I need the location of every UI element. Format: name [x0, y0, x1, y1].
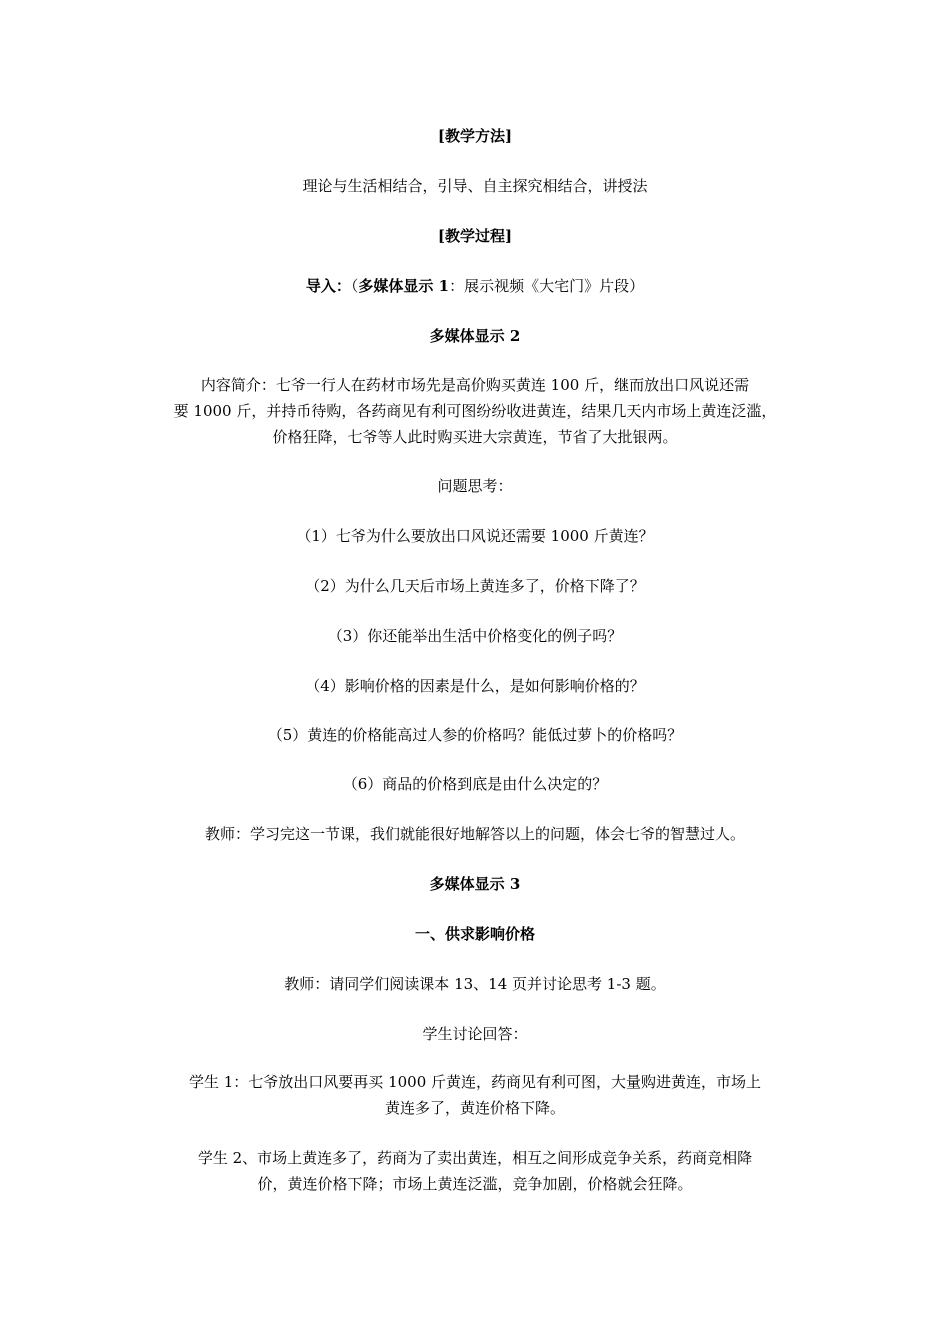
teacher-statement-1: 教师：学习完这一节课，我们就能很好地解答以上的问题，体会七爷的智慧过人。: [204, 825, 745, 843]
question-item: （2）为什么几天后市场上黄连多了，价格下降了？: [305, 577, 645, 595]
teaching-method-text: 理论与生活相结合，引导、自主探究相结合，讲授法: [302, 177, 648, 195]
discussion-title: 学生讨论回答：: [422, 1025, 528, 1043]
multimedia-2-heading: 多媒体显示 2: [429, 327, 521, 345]
student-1-line: 学生 1：七爷放出口风要再买 1000 斤黄连，药商见有利可图，大量购进黄连，市场上: [188, 1073, 762, 1091]
multimedia-1-label: 多媒体显示 1: [358, 277, 450, 295]
student-1-line: 黄连多了，黄连价格下降。: [384, 1099, 565, 1117]
student-2-answer: [150, 1145, 800, 1197]
intro-label: 导入：: [305, 277, 351, 295]
multimedia-3-heading: 多媒体显示 3: [429, 875, 521, 893]
intro-line: [0, 276, 950, 296]
intro-open-paren: （: [350, 277, 359, 295]
summary-line: 价格狂降，七爷等人此时购买进大宗黄连，节省了大批银两。: [272, 428, 678, 446]
student-2-line: 学生 2、市场上黄连多了，药商为了卖出黄连，相互之间形成竞争关系，药商竞相降: [197, 1149, 753, 1167]
question-item: （4）影响价格的因素是什么，是如何影响价格的？: [305, 677, 645, 695]
question-item: （3）你还能举出生活中价格变化的例子吗？: [327, 627, 623, 645]
summary-line: 要 1000 斤，并持币待购，各药商见有利可图纷纷收进黄连，结果几天内市场上黄连泛滥，: [173, 402, 777, 420]
student-2-line: 价，黄连价格下降；市场上黄连泛滥，竞争加剧，价格就会狂降。: [257, 1175, 693, 1193]
teacher-statement-2: 教师：请同学们阅读课本 13、14 页并讨论思考 1-3 题。: [284, 975, 666, 993]
teaching-method-heading: [教学方法]: [437, 127, 513, 145]
question-item: （1）七爷为什么要放出口风说还需要 1000 斤黄连？: [296, 527, 654, 545]
question-item: （5）黄连的价格能高过人参的价格吗？能低过萝卜的价格吗？: [267, 726, 683, 744]
teaching-process-heading: [教学过程]: [437, 227, 513, 245]
section-1-heading: 一、供求影响价格: [414, 925, 535, 943]
question-item: （6）商品的价格到底是由什么决定的？: [342, 775, 608, 793]
summary-line: 内容简介：七爷一行人在药材市场先是高价购买黄连 100 斤，继而放出口风说还需: [200, 376, 750, 394]
student-1-answer: [150, 1069, 800, 1121]
content-summary: [150, 372, 800, 450]
intro-rest: ：展示视频《大宅门》片段）: [449, 277, 645, 295]
questions-title: 问题思考：: [437, 477, 513, 495]
